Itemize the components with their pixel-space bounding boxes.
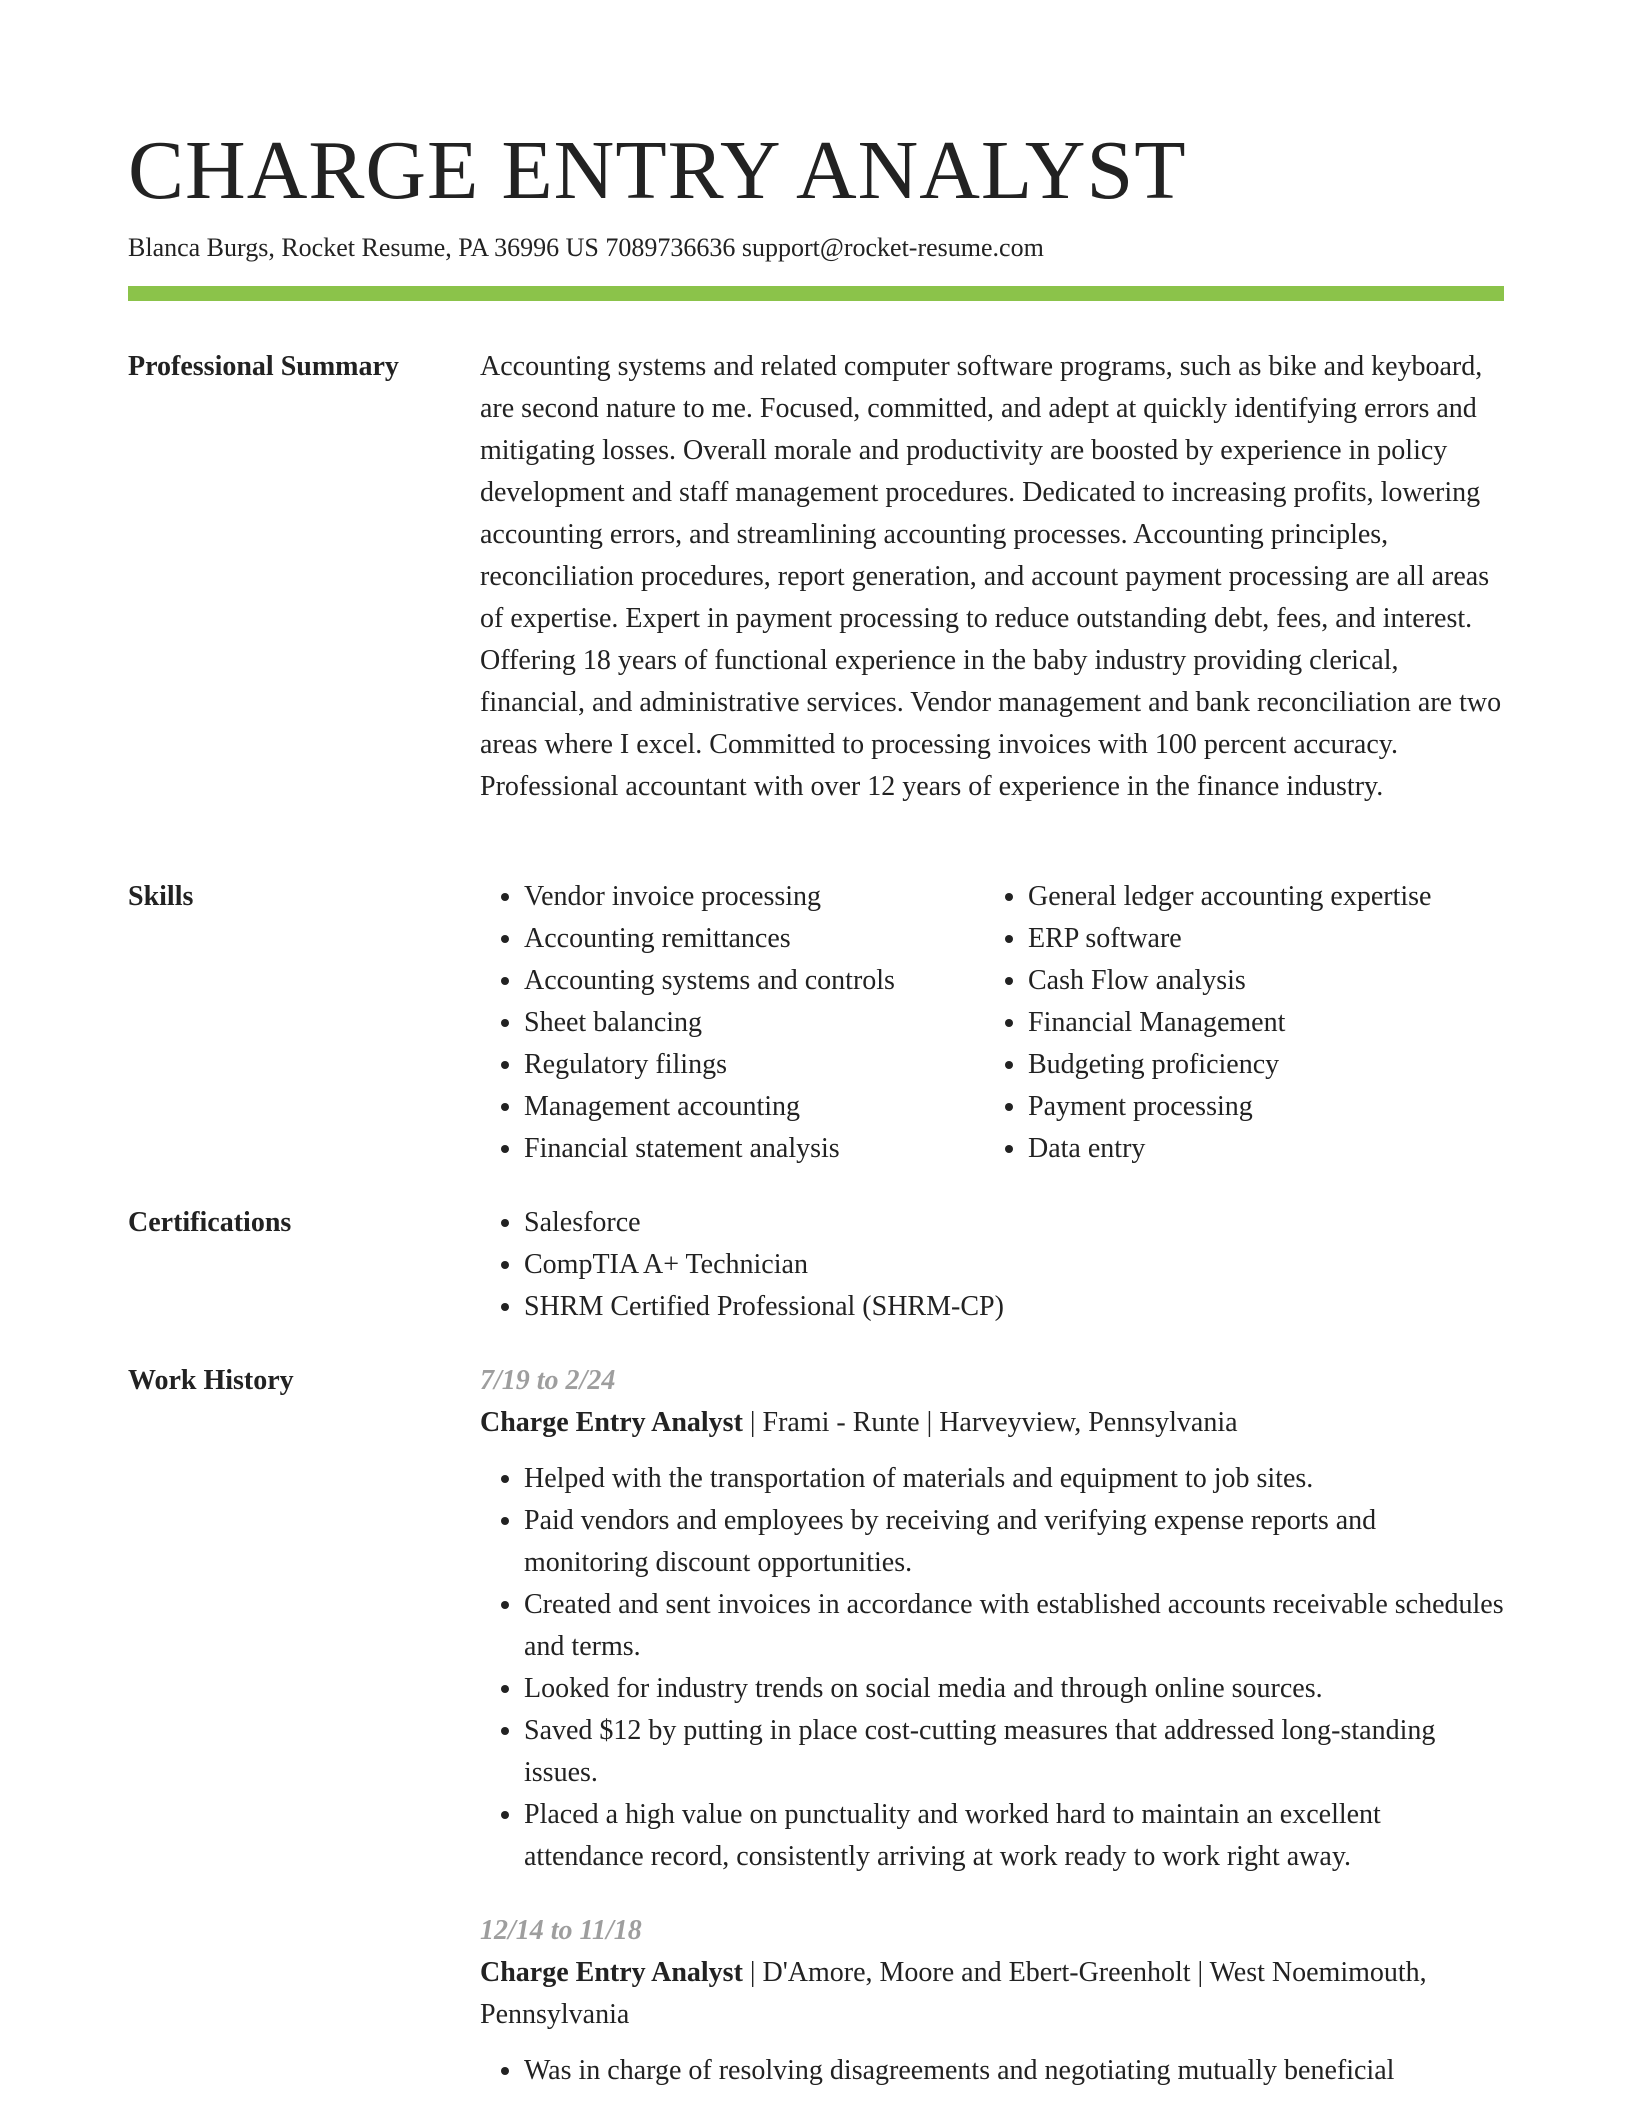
skill-item: • Management accounting — [524, 1086, 984, 1128]
skill-item: • Payment processing — [1028, 1086, 1488, 1128]
skill-item: • Budgeting proficiency — [1028, 1044, 1488, 1086]
skill-item: • Financial Management — [1028, 1002, 1488, 1044]
job-dates: 7/19 to 2/24 — [480, 1365, 616, 1396]
resume-title: CHARGE ENTRY ANALYST — [128, 124, 1187, 217]
work-history-label: Work History — [128, 1365, 294, 1396]
certifications-body — [480, 1202, 1504, 1328]
skill-item: • Regulatory filings — [524, 1044, 984, 1086]
skills-column-left — [480, 876, 984, 1170]
skills-body — [480, 876, 1504, 1170]
work-history-body — [480, 1360, 1504, 2092]
skill-item: • General ledger accounting expertise — [1028, 876, 1488, 918]
summary-label: Professional Summary — [128, 351, 399, 382]
skills-list-right — [984, 876, 1488, 1170]
job-heading — [480, 1402, 1504, 1444]
skill-item: • Financial statement analysis — [524, 1128, 984, 1170]
job-entry — [480, 1910, 1504, 2092]
summary-body — [480, 346, 1504, 808]
skill-item: • Data entry — [1028, 1128, 1488, 1170]
skills-column-right — [984, 876, 1488, 1170]
job-duty: • Created and sent invoices in accordance with established accounts receivable schedules and terms. — [524, 1584, 1504, 1668]
job-duties-list — [480, 2050, 1504, 2092]
job-duty: • Was in charge of resolving disagreements and negotiating mutually beneficial — [524, 2050, 1504, 2092]
skill-item: • ERP software — [1028, 918, 1488, 960]
job-duty: • Paid vendors and employees by receiving and verifying expense reports and monitoring discount opportunities. — [524, 1500, 1504, 1584]
job-title: Charge Entry Analyst — [480, 1407, 743, 1438]
certification-item: • CompTIA A+ Technician — [524, 1244, 1504, 1286]
skills-list-left — [480, 876, 984, 1170]
certifications-list — [480, 1202, 1504, 1328]
skill-item: • Sheet balancing — [524, 1002, 984, 1044]
job-duties-list — [480, 1458, 1504, 1878]
accent-divider — [128, 286, 1504, 301]
job-dates: 12/14 to 11/18 — [480, 1915, 642, 1946]
certifications-label: Certifications — [128, 1207, 292, 1238]
job-entry — [480, 1360, 1504, 1878]
certification-item: • SHRM Certified Professional (SHRM-CP) — [524, 1286, 1504, 1328]
job-details: | D'Amore, Moore and Ebert-Greenholt | West Noemimouth, Pennsylvania — [480, 1957, 1427, 2030]
skill-item: • Accounting remittances — [524, 918, 984, 960]
skills-label: Skills — [128, 881, 194, 912]
job-title: Charge Entry Analyst — [480, 1957, 743, 1988]
job-duty: • Looked for industry trends on social media and through online sources. — [524, 1668, 1504, 1710]
job-heading — [480, 1952, 1504, 2036]
skill-item: • Vendor invoice processing — [524, 876, 984, 918]
skill-item: • Accounting systems and controls — [524, 960, 984, 1002]
job-duty: • Helped with the transportation of materials and equipment to job sites. — [524, 1458, 1504, 1500]
job-details: | Frami - Runte | Harveyview, Pennsylvania — [742, 1407, 1238, 1438]
summary-text: Accounting systems and related computer software programs, such as bike and keyboard, are second nature to me. Focused, committed, and adept at quickly identifying errors and mitigating losses. Overall morale and productivity are boosted by experience in policy development and staff management procedures. Dedicated to increasing profits, lowering accounting errors, and streamlining accounting processes. Accounting principles, reconciliation procedures, report generation, and account payment processing are all areas of expertise. Expert in payment processing to reduce outstanding debt, fees, and interest. Offering 18 years of functional experience in the baby industry providing clerical, financial, and administrative services. Vendor management and bank reconciliation are two areas where I excel. Committed to processing invoices with 100 percent accuracy. Professional accountant with over 12 years of experience in the finance industry. — [480, 351, 1502, 802]
skill-item: • Cash Flow analysis — [1028, 960, 1488, 1002]
contact-line: Blanca Burgs, Rocket Resume, PA 36996 US 7089736636 support@rocket-resume.com — [128, 233, 1044, 262]
job-duty: • Saved $12 by putting in place cost-cutting measures that addressed long-standing issues. — [524, 1710, 1504, 1794]
certification-item: • Salesforce — [524, 1202, 1504, 1244]
job-duty: • Placed a high value on punctuality and worked hard to maintain an excellent attendance record, consistently arriving at work ready to work right away. — [524, 1794, 1504, 1878]
